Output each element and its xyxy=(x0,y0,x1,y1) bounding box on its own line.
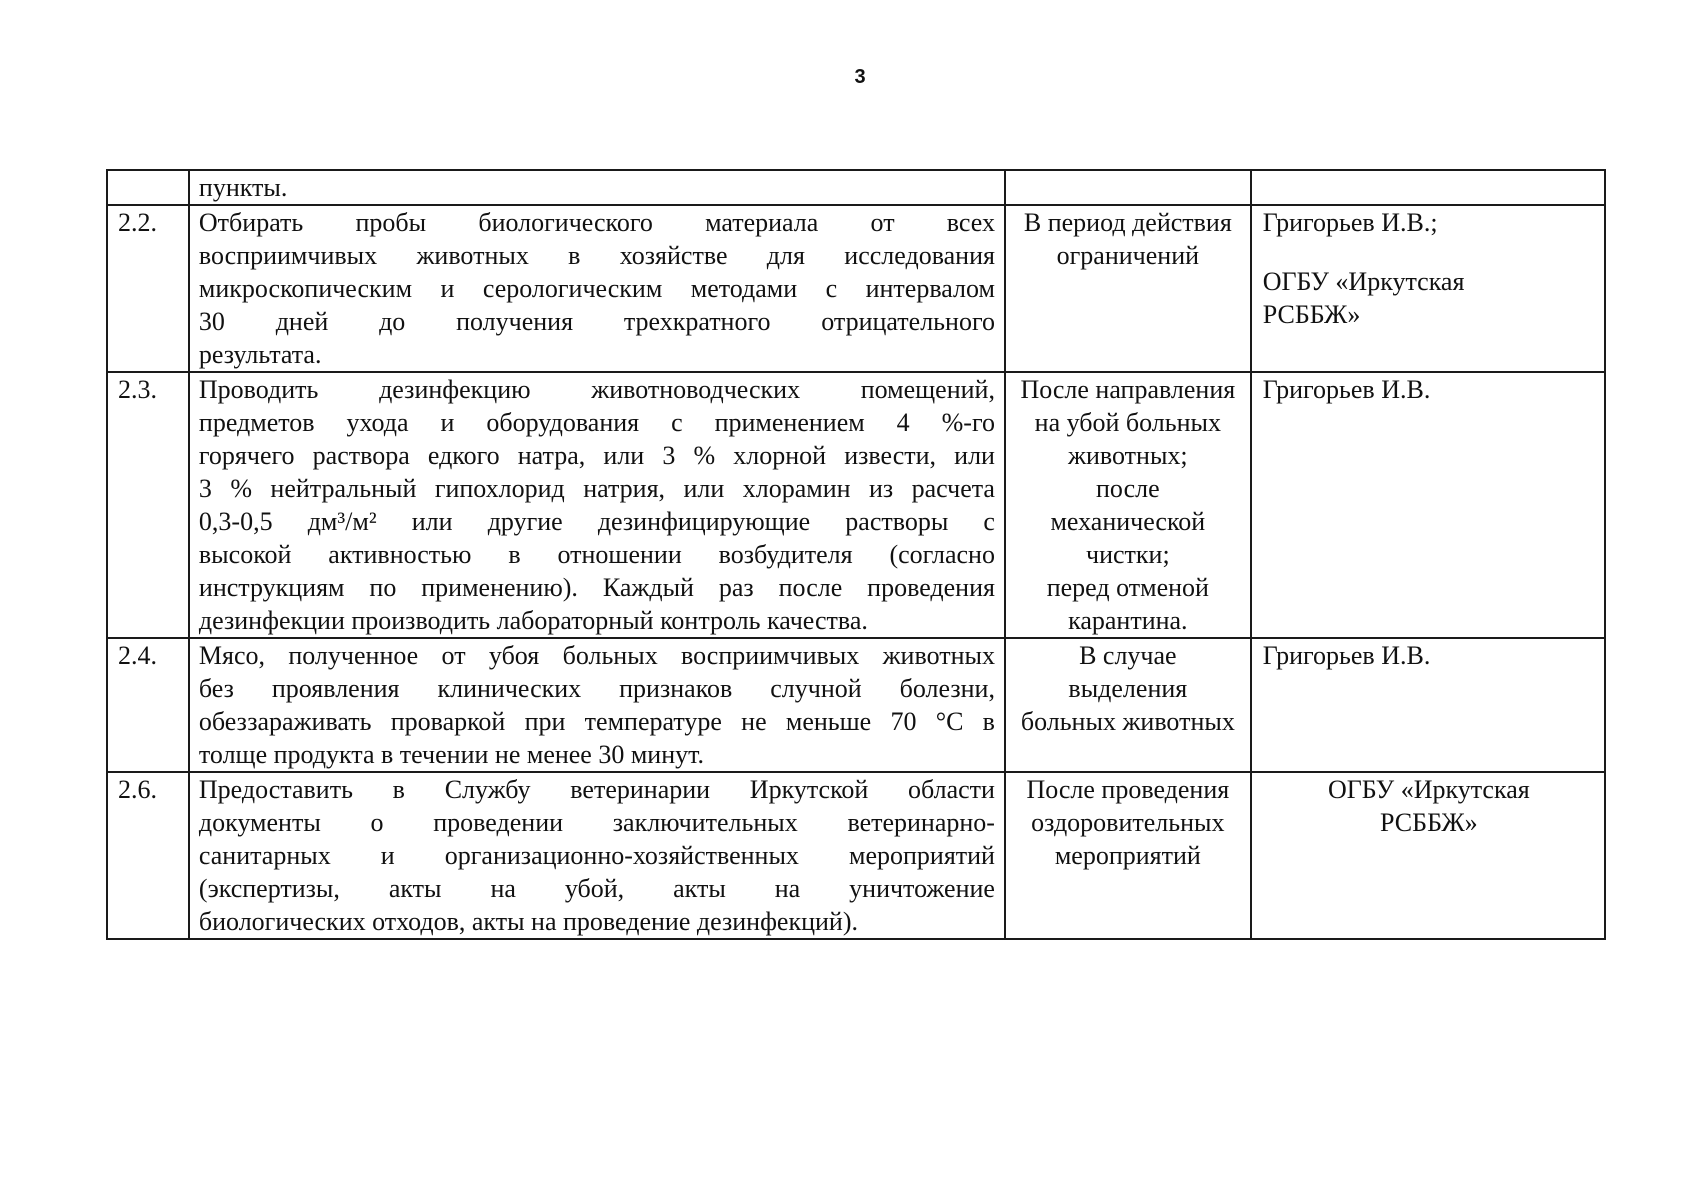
measure-line: дезинфекции производить лабораторный контроль качества. xyxy=(198,606,868,635)
measure-line: Проводить дезинфекцию животноводческих помещений, xyxy=(198,375,995,404)
row-number xyxy=(107,170,189,205)
responsible-cell xyxy=(1251,772,1605,939)
page-number: 3 xyxy=(854,66,866,88)
measure-text xyxy=(189,170,1005,205)
measure-line: Отбирать пробы биологического материала от всех xyxy=(198,208,995,237)
responsible-cell xyxy=(1251,205,1605,372)
measure-line: горячего раствора едкого натра, или 3 % хлорной извести, или xyxy=(198,441,995,470)
term-cell xyxy=(1005,205,1251,372)
term-line: после xyxy=(1096,474,1160,503)
term-line: больных животных xyxy=(1020,707,1235,736)
measure-line: пункты. xyxy=(198,173,288,202)
term-line: механической xyxy=(1050,507,1206,536)
measure-line: результата. xyxy=(198,340,322,369)
responsible-line: Григорьев И.В. xyxy=(1262,375,1431,404)
row-number: 2.3. xyxy=(107,372,189,638)
row-number: 2.6. xyxy=(107,772,189,939)
measure-line: толще продукта в течении не менее 30 минут. xyxy=(198,740,705,769)
responsible-line: РСББЖ» xyxy=(1380,808,1478,837)
table-row xyxy=(107,638,1605,772)
term-line: В период действия xyxy=(1023,208,1232,237)
responsible-line: Григорьев И.В. xyxy=(1262,641,1431,670)
term-cell xyxy=(1005,372,1251,638)
term-cell xyxy=(1005,170,1251,205)
term-line: чистки; xyxy=(1086,540,1170,569)
table-row xyxy=(107,170,1605,205)
responsible-cell xyxy=(1251,638,1605,772)
term-line: оздоровительных xyxy=(1031,808,1225,837)
responsible-line: ОГБУ «Иркутская xyxy=(1327,775,1530,804)
term-line: ограничений xyxy=(1056,241,1200,270)
responsible-cell xyxy=(1251,372,1605,638)
responsible-line: РСББЖ» xyxy=(1262,300,1361,329)
responsible-line: Григорьев И.В.; xyxy=(1262,208,1438,237)
term-line: мероприятий xyxy=(1054,841,1201,870)
term-line: на убой больных xyxy=(1034,408,1222,437)
term-line: После проведения xyxy=(1026,775,1230,804)
measure-line: Мясо, полученное от убоя больных восприимчивых животных xyxy=(198,641,995,670)
table-row xyxy=(107,205,1605,372)
measure-text xyxy=(189,638,1005,772)
measure-line: биологических отходов, акты на проведение дезинфекций). xyxy=(198,907,858,936)
row-number: 2.4. xyxy=(107,638,189,772)
measures-table-body xyxy=(107,170,1605,939)
measure-line: инструкциям по применению). Каждый раз после проведения xyxy=(198,573,995,602)
term-line: животных; xyxy=(1068,441,1188,470)
measure-line: без проявления клинических признаков случной болезни, xyxy=(198,674,995,703)
measure-text xyxy=(189,372,1005,638)
measure-line: восприимчивых животных в хозяйстве для исследования xyxy=(198,241,995,270)
table-row xyxy=(107,772,1605,939)
measures-table xyxy=(106,169,1606,940)
term-cell xyxy=(1005,638,1251,772)
measure-line: предметов ухода и оборудования с применением 4 %-го xyxy=(198,408,995,437)
term-line: перед отменой xyxy=(1046,573,1209,602)
measure-line: микроскопическим и серологическим методами с интервалом xyxy=(198,274,995,303)
term-line: выделения xyxy=(1068,674,1188,703)
measure-line: Предоставить в Службу ветеринарии Иркутской области xyxy=(198,775,995,804)
measure-line: санитарных и организационно-хозяйственных мероприятий xyxy=(198,841,995,870)
term-line: После направления xyxy=(1020,375,1236,404)
measure-line: обеззараживать проваркой при температуре не меньше 70 °С в xyxy=(198,707,995,736)
term-cell xyxy=(1005,772,1251,939)
responsible-spacer xyxy=(1263,239,1595,265)
table-row xyxy=(107,372,1605,638)
responsible-cell xyxy=(1251,170,1605,205)
responsible-line: ОГБУ «Иркутская xyxy=(1262,267,1465,296)
measure-line: высокой активностью в отношении возбудителя (согласно xyxy=(198,540,995,569)
measure-line: 0,3-0,5 дм³/м² или другие дезинфицирующие растворы с xyxy=(198,507,995,536)
row-number: 2.2. xyxy=(107,205,189,372)
measure-line: документы о проведении заключительных ветеринарно- xyxy=(198,808,995,837)
term-line: В случае xyxy=(1079,641,1177,670)
term-line: карантина. xyxy=(1068,606,1188,635)
measure-line: 3 % нейтральный гипохлорид натрия, или хлорамин из расчета xyxy=(198,474,995,503)
measure-text xyxy=(189,205,1005,372)
measure-text xyxy=(189,772,1005,939)
measure-line: (экспертизы, акты на убой, акты на уничтожение xyxy=(198,874,995,903)
measure-line: 30 дней до получения трехкратного отрицательного xyxy=(198,307,995,336)
